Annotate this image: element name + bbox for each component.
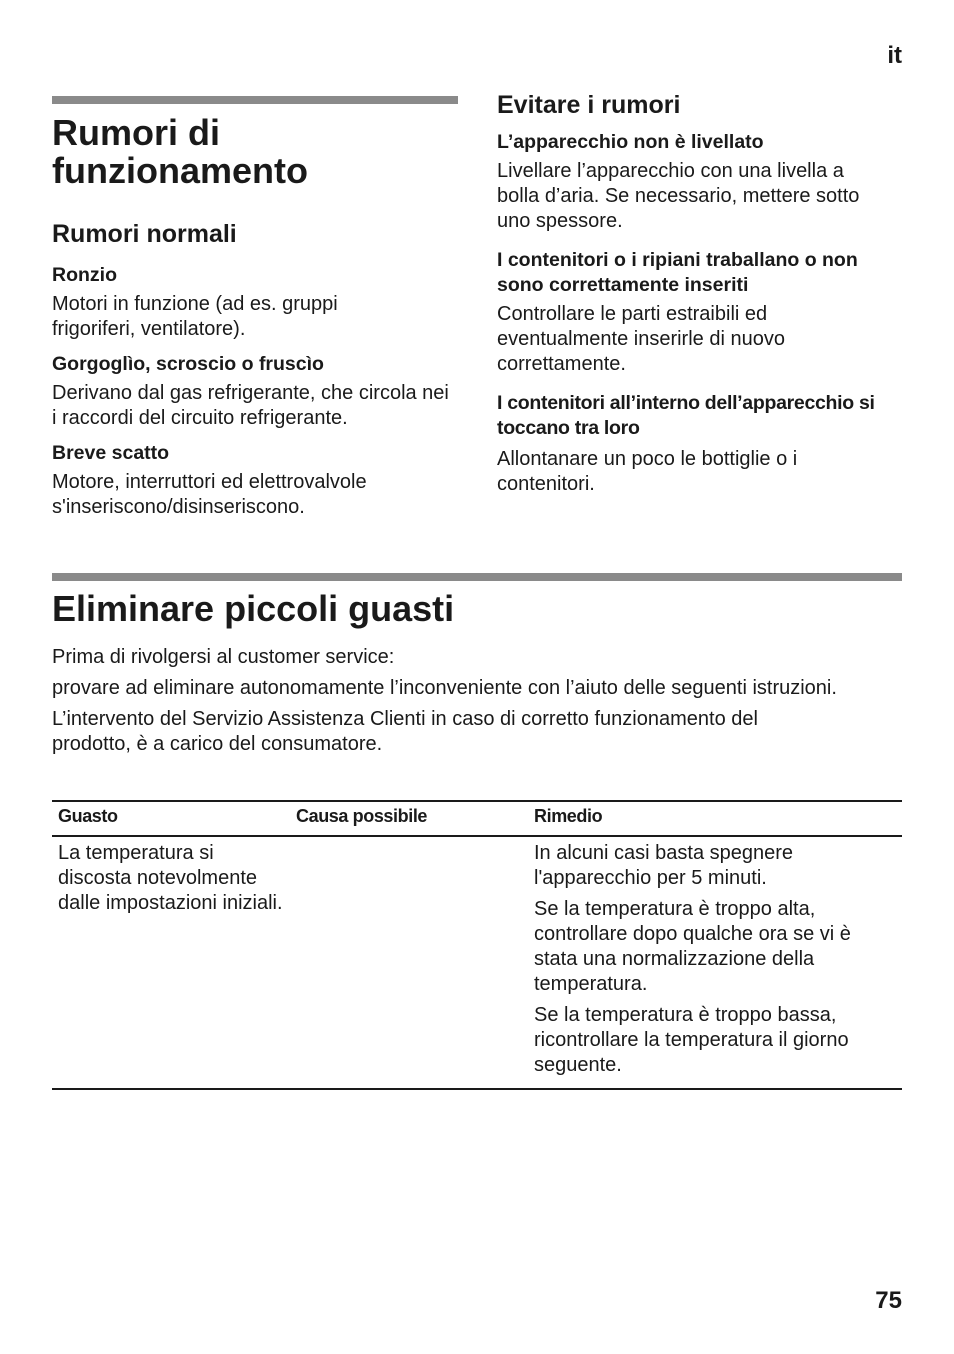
cell-remedy [528, 836, 902, 1089]
heading-avoid-noise: Evitare i rumori [497, 91, 681, 119]
intro-text: Prima di rivolgersi al customer service: [52, 646, 395, 668]
table-header-row [52, 801, 902, 836]
right-column [497, 90, 905, 497]
cell-fault [52, 836, 290, 1089]
left-column [52, 114, 458, 520]
item-title: I contenitori o i ripiani traballano o non sono correttamente inseriti [497, 249, 858, 296]
troubleshooting-table [52, 800, 902, 1090]
item-title: I contenitori all’interno dell’apparecchio si toccano tra loro [497, 392, 875, 439]
column-header-cause: Causa possibile [290, 801, 528, 836]
fault-text: La temperatura si discosta notevolmente dalle impostazioni iniziali. [58, 842, 283, 914]
section-title-troubleshooting: Eliminare piccoli guasti [52, 588, 455, 629]
remedy-text: Se la temperatura è troppo bassa, ricontrollare la temperatura il giorno seguente. [534, 1004, 849, 1076]
item-text: Derivano dal gas refrigerante, che circola nei i raccordi del circuito refrigerante. [52, 382, 449, 429]
column-header-fault: Guasto [52, 801, 290, 836]
item-title: L’apparecchio non è livellato [497, 131, 764, 153]
heading-normal-noise: Rumori normali [52, 220, 237, 248]
item-title: Ronzio [52, 264, 117, 286]
troubleshooting-section [52, 590, 902, 757]
intro-text: provare ad eliminare autonomamente l’inconveniente con l’aiuto delle seguenti istruzioni. [52, 677, 837, 699]
item-title: Gorgoglìo, scroscio o fruscìo [52, 353, 324, 375]
intro-text: L’intervento del Servizio Assistenza Clienti in caso di corretto funzionamento del prodotto, è a carico del consumatore. [52, 708, 758, 755]
item-title: Breve scatto [52, 442, 170, 464]
item-text: Controllare le parti estraibili ed eventualmente inserirle di nuovo correttamente. [497, 303, 785, 375]
page-number: 75 [875, 1287, 902, 1314]
section-rule [52, 96, 458, 104]
item-text: Allontanare un poco le bottiglie o i contenitori. [497, 448, 798, 495]
remedy-text: Se la temperatura è troppo alta, controllare dopo qualche ora se vi è stata una normalizzazione della temperatura. [534, 898, 851, 995]
column-header-remedy: Rimedio [528, 801, 902, 836]
section-title-noise: Rumori di funzionamento [52, 112, 308, 191]
item-text: Motore, interruttori ed elettrovalvole s'inseriscono/disinseriscono. [52, 471, 367, 518]
table-row [52, 836, 902, 1089]
section-rule [52, 573, 902, 581]
cell-cause [290, 836, 528, 1089]
remedy-text: In alcuni casi basta spegnere l'apparecchio per 5 minuti. [534, 842, 794, 889]
language-marker: it [887, 42, 902, 69]
item-text: Livellare l’apparecchio con una livella a bolla d’aria. Se necessario, mettere sotto uno spessore. [497, 160, 860, 232]
item-text: Motori in funzione (ad es. gruppi frigoriferi, ventilatore). [52, 293, 338, 340]
